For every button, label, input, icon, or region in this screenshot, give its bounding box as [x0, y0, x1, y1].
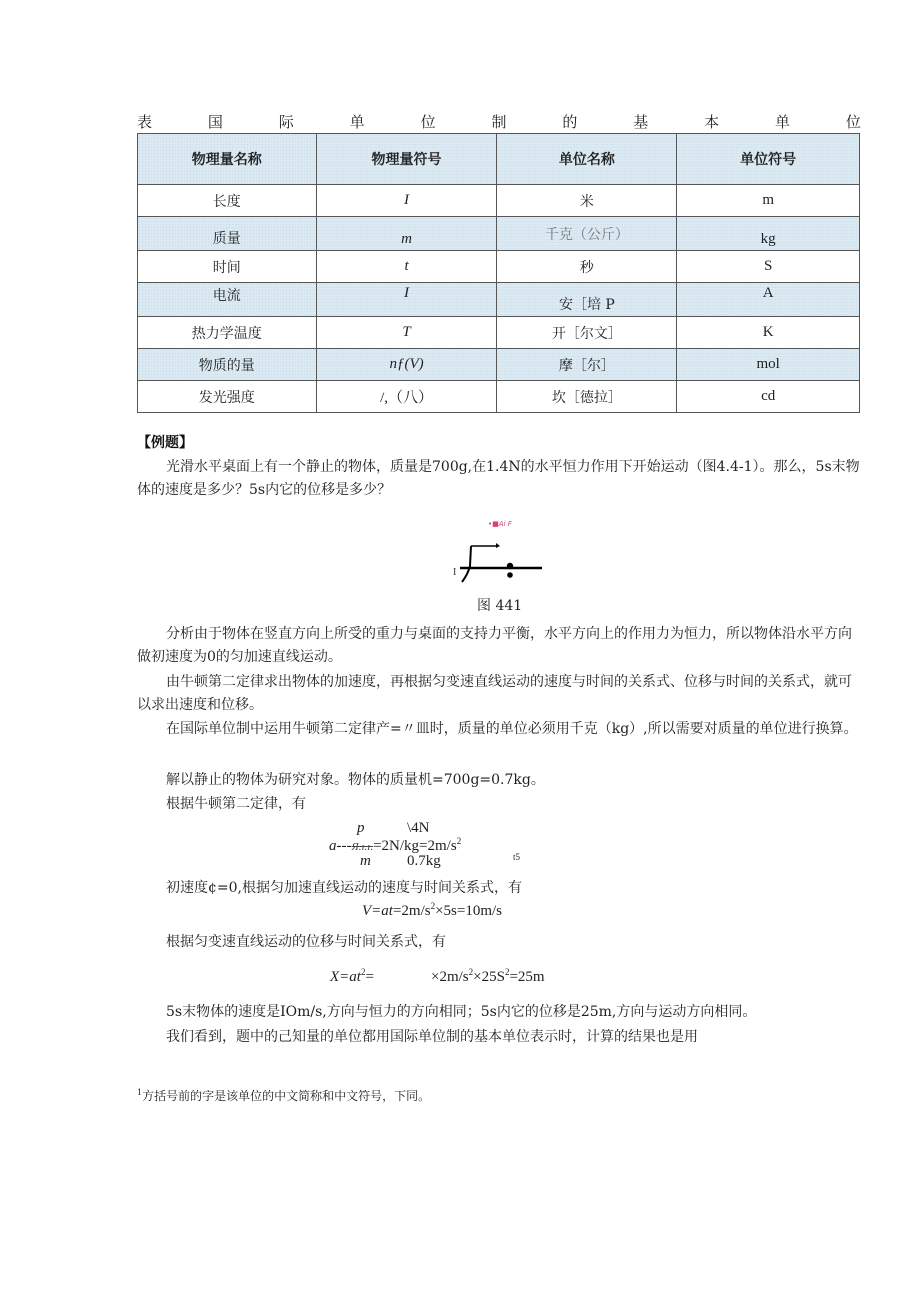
formula-denominator-value: 0.7kg [407, 853, 441, 869]
cell-unit-name: 开［尔文］ [497, 317, 677, 349]
formula-side-note: t5 [513, 852, 521, 862]
table-row [138, 349, 860, 381]
example-heading: 【例题】 [137, 435, 193, 451]
caption-char: 单 [775, 113, 791, 131]
cell-unit-name: 坎［德拉］ [497, 381, 677, 413]
footnote-mark: 1 [137, 1088, 143, 1097]
formula-rhs-exponent: 2 [456, 836, 462, 846]
cell-unit-symbol: m [677, 185, 860, 217]
caption-char: 的 [562, 113, 578, 131]
problem-statement: 光滑水平桌面上有一个静止的物体，质量是700g,在1.4N的水平恒力作用下开始运动（图4.4-1）。那么，5s末物体的速度是多少？5s内它的位移是多少？ [137, 459, 860, 498]
displacement-exponent-a: 2 [468, 967, 474, 977]
cell-quantity-symbol: m [316, 217, 497, 251]
cell-quantity-name: 热力学温度 [138, 317, 317, 349]
cell-unit-symbol: K [677, 317, 860, 349]
caption-char: 国 [207, 113, 223, 131]
analysis-paragraph-2: 由牛顿第二定律求出物体的加速度，再根据匀变速直线运动的速度与时间的关系式、位移与时间的关系式，就可以求出速度和位移。 [137, 674, 852, 713]
figure-caption: 图 441 [477, 598, 523, 614]
solution-line-2: 根据牛顿第二定律，有 [166, 796, 306, 812]
cell-quantity-name: 电流 [138, 283, 317, 317]
header-unit-name: 单位名称 [497, 134, 677, 185]
solution-line-3: 初速度¢=0,根据匀加速直线运动的速度与时间关系式，有 [166, 880, 522, 896]
velocity-formula-result: ×5s=10m/s [435, 903, 503, 919]
formula-lhs: a--- [329, 838, 352, 854]
table-caption [137, 112, 861, 132]
caption-char: 表 [137, 113, 153, 131]
formula-fraction-bar: Я.ı.ı. [351, 841, 374, 853]
velocity-formula-rhs: =2m/s [392, 903, 431, 919]
displacement-equals: = [365, 969, 374, 985]
cell-quantity-symbol: I [316, 283, 497, 317]
cell-quantity-name: 长度 [138, 185, 317, 217]
caption-char: 制 [491, 113, 507, 131]
analysis-paragraph-1: 分析由于物体在竖直方向上所受的重力与桌面的支持力平衡，水平方向上的作用力为恒力，所以物体沿水平方向做初速度为0的匀加速直线运动。 [137, 626, 852, 665]
table-row [138, 317, 860, 349]
header-quantity-name: 物理量名称 [138, 134, 317, 185]
displacement-lhs-exponent: 2 [360, 967, 366, 977]
displacement-formula-rhs [431, 969, 545, 986]
solution-line-4: 根据匀变速直线运动的位移与时间关系式，有 [166, 934, 446, 950]
formula-rhs: =2N/kg=2m/s [373, 838, 457, 854]
displacement-formula-lhs: X=at [330, 969, 361, 985]
figure-force-label: •■Ai F [488, 520, 512, 528]
table-row [138, 217, 860, 251]
velocity-formula-lhs: V=at [362, 903, 393, 919]
table-header-row [138, 134, 860, 185]
table-row [138, 283, 860, 317]
solution-line-1: 解以静止的物体为研究对象。物体的质量机=700g=0.7kg。 [166, 772, 545, 788]
caption-char: 位 [845, 113, 861, 131]
cell-quantity-name: 发光强度 [138, 381, 317, 413]
caption-char: 单 [349, 113, 365, 131]
cell-unit-name: 千克（公斤） [497, 217, 677, 251]
cell-unit-name: 米 [497, 185, 677, 217]
cell-quantity-symbol: t [316, 251, 497, 283]
footnote [137, 1087, 430, 1104]
conclusion-line-1: 5s末物体的速度是IOm/s,方向与恒力的方向相同；5s内它的位移是25m,方向与运动方向相同。 [166, 1004, 757, 1020]
header-unit-symbol: 单位符号 [677, 134, 860, 185]
cell-unit-symbol: mol [677, 349, 860, 381]
caption-char: 际 [278, 113, 294, 131]
figure-left-mark: I [453, 567, 457, 578]
footnote-text: 方括号前的字是该单位的中文简称和中文符号，下同。 [142, 1089, 431, 1103]
caption-char: 基 [633, 113, 649, 131]
displacement-exponent-b: 2 [504, 967, 510, 977]
force-diagram-figure [452, 538, 547, 583]
cell-unit-name: 摩［尔］ [497, 349, 677, 381]
cell-quantity-name: 物质的量 [138, 349, 317, 381]
conclusion-line-2: 我们看到，题中的己知量的单位都用国际单位制的基本单位表示时，计算的结果也是用 [166, 1029, 698, 1045]
table-row [138, 381, 860, 413]
cell-quantity-symbol: T [316, 317, 497, 349]
cell-unit-name: 安［培 P [497, 283, 677, 317]
table-row [138, 185, 860, 217]
velocity-formula-exponent: 2 [430, 901, 436, 911]
cell-unit-name: 秒 [497, 251, 677, 283]
cell-unit-symbol: A [677, 283, 860, 317]
analysis-paragraph-3: 在国际单位制中运用牛顿第二定律产=〃皿时，质量的单位必须用千克（kg）,所以需要对质量的单位进行换算。 [166, 721, 858, 737]
cell-unit-symbol: kg [677, 217, 860, 251]
cell-quantity-symbol: nƒ(V) [316, 349, 497, 381]
cell-quantity-symbol: I [316, 185, 497, 217]
header-quantity-symbol: 物理量符号 [316, 134, 497, 185]
cell-unit-symbol: S [677, 251, 860, 283]
displacement-result: =25m [509, 969, 545, 985]
formula-numerator-value: \4N [407, 820, 430, 836]
table-row [138, 251, 860, 283]
formula-numerator-f: p [357, 820, 365, 836]
displacement-rhs-b: ×25S [473, 969, 505, 985]
displacement-formula [330, 969, 374, 986]
cell-quantity-symbol: /,（八） [316, 381, 497, 413]
formula-denominator-m: m [360, 853, 371, 869]
displacement-rhs-a: ×2m/s [431, 969, 469, 985]
cell-unit-symbol: cd [677, 381, 860, 413]
cell-quantity-name: 质量 [138, 217, 317, 251]
velocity-formula [362, 903, 502, 920]
cell-quantity-name: 时间 [138, 251, 317, 283]
caption-char: 本 [704, 113, 720, 131]
si-units-table [137, 133, 860, 413]
caption-char: 位 [420, 113, 436, 131]
